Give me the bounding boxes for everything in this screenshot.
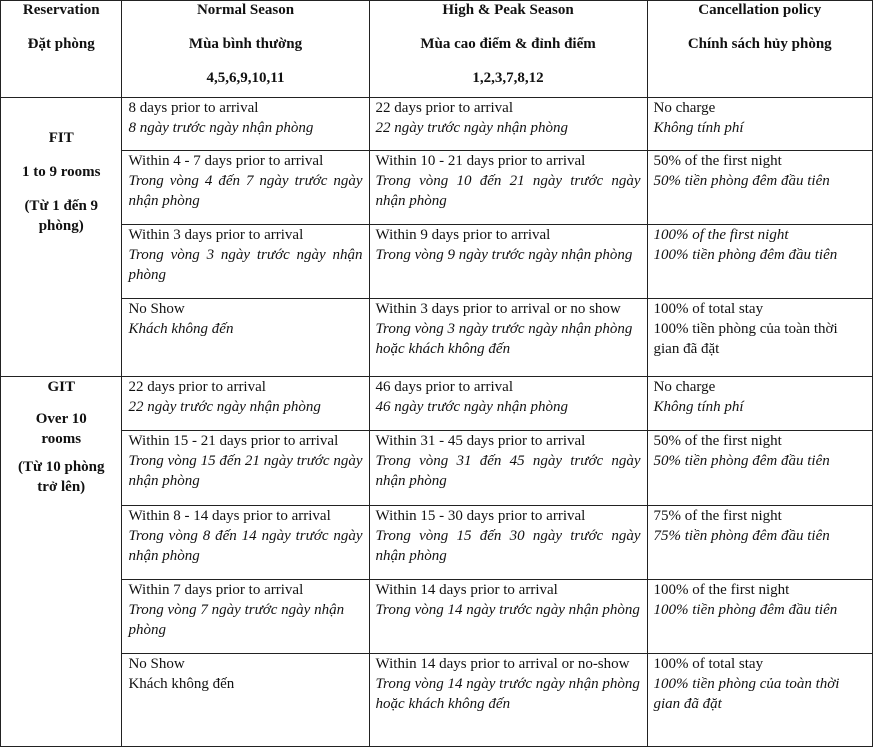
high-en: Within 15 - 30 days prior to arrival — [375, 508, 586, 524]
policy-cell — [647, 377, 872, 431]
policy-cell — [647, 580, 872, 654]
high-vi: Trong vòng 9 ngày trước ngày nhận phòng — [375, 247, 633, 263]
table-row — [1, 506, 873, 580]
high-en: Within 9 days prior to arrival — [375, 227, 551, 243]
header-reservation — [1, 1, 122, 98]
normal-cell — [122, 506, 369, 580]
high-en: Within 3 days prior to arrival or no show — [375, 301, 621, 317]
normal-cell — [122, 431, 369, 506]
header-reservation-en: Reservation — [22, 2, 100, 18]
normal-en: Within 3 days prior to arrival — [128, 227, 304, 243]
policy-en: 75% of the first night — [653, 508, 782, 524]
header-policy-en: Cancellation policy — [698, 2, 822, 18]
high-vi: Trong vòng 15 đến 30 ngày trước ngày nhận phòng — [375, 528, 641, 564]
policy-cell — [647, 506, 872, 580]
normal-vi: Trong vòng 7 ngày trước ngày nhận phòng — [128, 602, 345, 638]
header-high-en: High & Peak Season — [442, 2, 574, 18]
policy-en: 50% of the first night — [653, 153, 782, 169]
high-vi: Trong vòng 3 ngày trước ngày nhận phòng hoặc khách không đến — [375, 321, 633, 357]
policy-vi: 100% tiền phòng đêm đầu tiên — [653, 247, 838, 263]
normal-vi: Khách không đến — [128, 676, 235, 692]
normal-en: Within 8 - 14 days prior to arrival — [128, 508, 331, 524]
group-git-rooms: Over 10 rooms — [35, 411, 87, 447]
high-en: 22 days prior to arrival — [375, 100, 514, 116]
policy-en: 100% of total stay — [653, 301, 764, 317]
high-cell — [369, 151, 647, 225]
normal-cell — [122, 151, 369, 225]
table-row — [1, 580, 873, 654]
normal-cell — [122, 299, 369, 377]
header-normal-vi: Mùa bình thường — [188, 36, 303, 52]
header-normal-en: Normal Season — [196, 2, 295, 18]
policy-cell — [647, 431, 872, 506]
normal-cell — [122, 377, 369, 431]
high-cell — [369, 299, 647, 377]
group-fit-rooms-vi: (Từ 1 đến 9 phòng) — [24, 198, 99, 234]
high-vi: Trong vòng 14 ngày trước ngày nhận phòng — [375, 602, 640, 618]
group-git — [1, 377, 122, 747]
policy-vi: 50% tiền phòng đêm đầu tiên — [653, 453, 830, 469]
normal-vi: Trong vòng 4 đến 7 ngày trước ngày nhận phòng — [128, 173, 363, 209]
policy-en: No charge — [653, 100, 716, 116]
high-en: Within 14 days prior to arrival or no-show — [375, 656, 630, 672]
policy-en: 100% of total stay — [653, 656, 764, 672]
normal-vi: Trong vòng 8 đến 14 ngày trước ngày nhận phòng — [128, 528, 363, 564]
header-row — [1, 1, 873, 98]
high-vi: Trong vòng 10 đến 21 ngày trước ngày nhận phòng — [375, 173, 641, 209]
policy-vi: 100% tiền phòng của toàn thời gian đã đặt — [653, 321, 838, 357]
high-en: 46 days prior to arrival — [375, 379, 514, 395]
high-cell — [369, 225, 647, 299]
high-cell — [369, 580, 647, 654]
group-fit-rooms: 1 to 9 rooms — [22, 164, 101, 180]
table-row — [1, 299, 873, 377]
header-high-season — [369, 1, 647, 98]
normal-vi: Trong vòng 3 ngày trước ngày nhận phòng — [128, 247, 363, 283]
header-reservation-vi: Đặt phòng — [27, 36, 95, 52]
header-policy-vi: Chính sách hủy phòng — [687, 36, 832, 52]
group-git-rooms-vi: (Từ 10 phòng trở lên) — [17, 459, 105, 495]
high-en: Within 31 - 45 days prior to arrival — [375, 433, 586, 449]
high-cell — [369, 377, 647, 431]
high-vi: Trong vòng 14 ngày trước ngày nhận phòng hoặc khách không đến — [375, 676, 640, 712]
policy-en: 100% of the first night — [653, 582, 790, 598]
policy-vi: Không tính phí — [653, 120, 744, 136]
normal-en: Within 15 - 21 days prior to arrival — [128, 433, 339, 449]
high-cell — [369, 506, 647, 580]
table-row — [1, 654, 873, 747]
policy-vi: 75% tiền phòng đêm đầu tiên — [653, 528, 830, 544]
policy-en: 50% of the first night — [653, 433, 782, 449]
group-fit — [1, 98, 122, 377]
high-vi: 22 ngày trước ngày nhận phòng — [375, 120, 568, 136]
policy-vi: 100% tiền phòng của toàn thời gian đã đặt — [653, 676, 840, 712]
table-row — [1, 431, 873, 506]
high-vi: 46 ngày trước ngày nhận phòng — [375, 399, 568, 415]
table-row — [1, 151, 873, 225]
high-cell — [369, 654, 647, 747]
normal-vi: 22 ngày trước ngày nhận phòng — [128, 399, 321, 415]
high-en: Within 14 days prior to arrival — [375, 582, 558, 598]
header-cancellation-policy — [647, 1, 872, 98]
header-high-months: 1,2,3,7,8,12 — [472, 70, 544, 86]
table-row — [1, 377, 873, 431]
header-high-vi: Mùa cao điểm & đỉnh điểm — [420, 36, 596, 52]
policy-en: 100% of the first night — [653, 227, 789, 243]
normal-cell — [122, 580, 369, 654]
normal-vi: Khách không đến — [128, 321, 234, 337]
policy-en: No charge — [653, 379, 716, 395]
high-vi: Trong vòng 31 đến 45 ngày trước ngày nhận phòng — [375, 453, 641, 489]
table-row — [1, 98, 873, 151]
header-normal-season — [122, 1, 369, 98]
policy-vi: 50% tiền phòng đêm đầu tiên — [653, 173, 830, 189]
policy-cell — [647, 225, 872, 299]
table-row — [1, 225, 873, 299]
high-en: Within 10 - 21 days prior to arrival — [375, 153, 586, 169]
policy-vi: Không tính phí — [653, 399, 744, 415]
normal-en: Within 7 days prior to arrival — [128, 582, 304, 598]
policy-vi: 100% tiền phòng đêm đầu tiên — [653, 602, 838, 618]
high-cell — [369, 98, 647, 151]
normal-cell — [122, 98, 369, 151]
normal-en: No Show — [128, 301, 185, 317]
normal-en: 8 days prior to arrival — [128, 100, 259, 116]
group-fit-label: FIT — [48, 130, 74, 146]
policy-cell — [647, 151, 872, 225]
policy-cell — [647, 98, 872, 151]
normal-vi: 8 ngày trước ngày nhận phòng — [128, 120, 314, 136]
normal-cell — [122, 225, 369, 299]
normal-en: Within 4 - 7 days prior to arrival — [128, 153, 324, 169]
group-git-label: GIT — [47, 379, 75, 395]
header-normal-months: 4,5,6,9,10,11 — [206, 70, 285, 86]
normal-cell — [122, 654, 369, 747]
high-cell — [369, 431, 647, 506]
normal-vi: Trong vòng 15 đến 21 ngày trước ngày nhận phòng — [128, 453, 363, 489]
normal-en: 22 days prior to arrival — [128, 379, 266, 395]
normal-en: No Show — [128, 656, 185, 672]
policy-cell — [647, 299, 872, 377]
policy-cell — [647, 654, 872, 747]
